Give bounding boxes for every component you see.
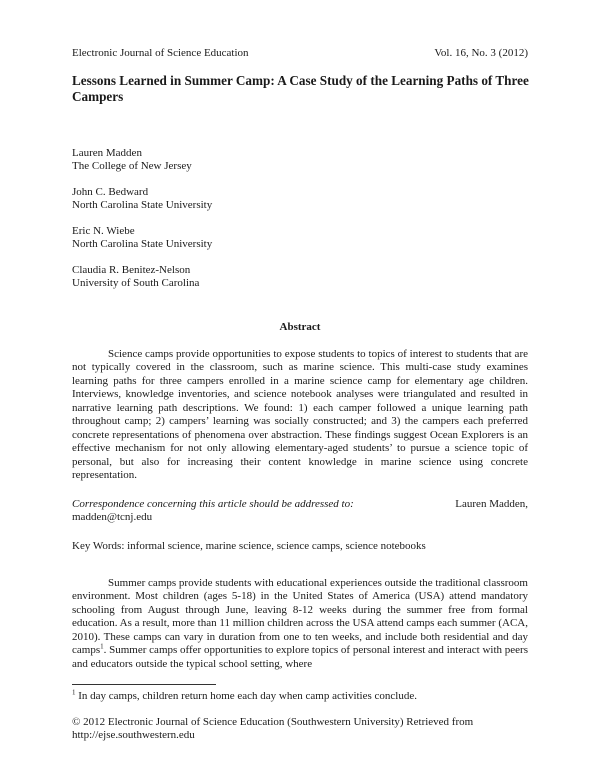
volume-info: Vol. 16, No. 3 (2012) — [434, 47, 528, 59]
footnote-mark: 1 — [72, 688, 76, 697]
correspondence — [72, 498, 528, 525]
keywords: Key Words: informal science, marine science, science camps, science notebooks — [72, 540, 426, 552]
correspondence-name: Lauren Madden, — [455, 498, 528, 510]
correspondence-email[interactable]: madden@tcnj.edu — [72, 511, 153, 524]
body-text: Summer camps provide students with educational experiences outside the traditional classroom environment. Most children (ages 5-18) in the United States of America (USA) attend mandatory schooling from August through June, leaving 8-12 weeks during the summer free from formal education. As a result, more than 11 million children across the USA attend camps each summer (ACA, 2010). These camps can vary in duration from one to ten weeks, and include both residential and day camps — [72, 577, 528, 657]
footnote — [72, 690, 417, 703]
footer-url[interactable]: http://ejse.southwestern.edu — [72, 729, 195, 742]
author-name: Lauren Madden — [72, 147, 142, 159]
abstract-heading: Abstract — [279, 321, 321, 333]
author-affiliation: The College of New Jersey — [72, 160, 192, 173]
copyright-line: © 2012 Electronic Journal of Science Education (Southwestern University) Retrieved from — [72, 716, 474, 728]
journal-name: Electronic Journal of Science Education — [72, 47, 249, 59]
body-text: . Summer camps offer opportunities to explore topics of personal interest and interact with peers and educators outside the typical school setting, where — [72, 644, 528, 670]
author-name: Eric N. Wiebe — [72, 225, 135, 237]
copyright-footer — [72, 716, 528, 743]
author-affiliation: North Carolina State University — [72, 238, 213, 251]
author-block — [72, 225, 212, 252]
author-block — [72, 186, 212, 213]
author-block — [72, 264, 199, 291]
paper-title: Lessons Learned in Summer Camp: A Case Study of the Learning Paths of Three Campers — [72, 73, 529, 104]
author-affiliation: University of South Carolina — [72, 277, 200, 290]
body-paragraph — [72, 577, 528, 671]
author-name: Claudia R. Benitez-Nelson — [72, 264, 191, 276]
footnote-text: In day camps, children return home each day when camp activities conclude. — [75, 690, 417, 702]
author-name: John C. Bedward — [72, 186, 149, 198]
correspondence-label: Correspondence concerning this article should be addressed to: — [72, 498, 354, 510]
footnote-divider — [72, 684, 216, 685]
author-block — [72, 147, 192, 174]
author-affiliation: North Carolina State University — [72, 199, 213, 212]
abstract-text: Science camps provide opportunities to expose students to topics of interest to students that are not typically covered in the classroom, such as marine science. This multi-case study examines learning paths for three campers enrolled in a marine science camp for elementary age children. Interviews, knowledge inventories, and science notebook analyses were triangulated and resulted in narrative learning path descriptions. We found: 1) each camper followed a unique learning path throughout camp; 2) campers’ learning was socially constructed; and 3) the campers each preferred concrete representations of phenomena over abstraction. These findings suggest Ocean Explorers is an effective mechanism for not only allowing elementary-aged students’ to pursue a science topic of personal, but also for increasing their content knowledge in marine science using concrete representation. — [72, 348, 528, 482]
footnote-reference[interactable]: 1 — [100, 642, 104, 651]
